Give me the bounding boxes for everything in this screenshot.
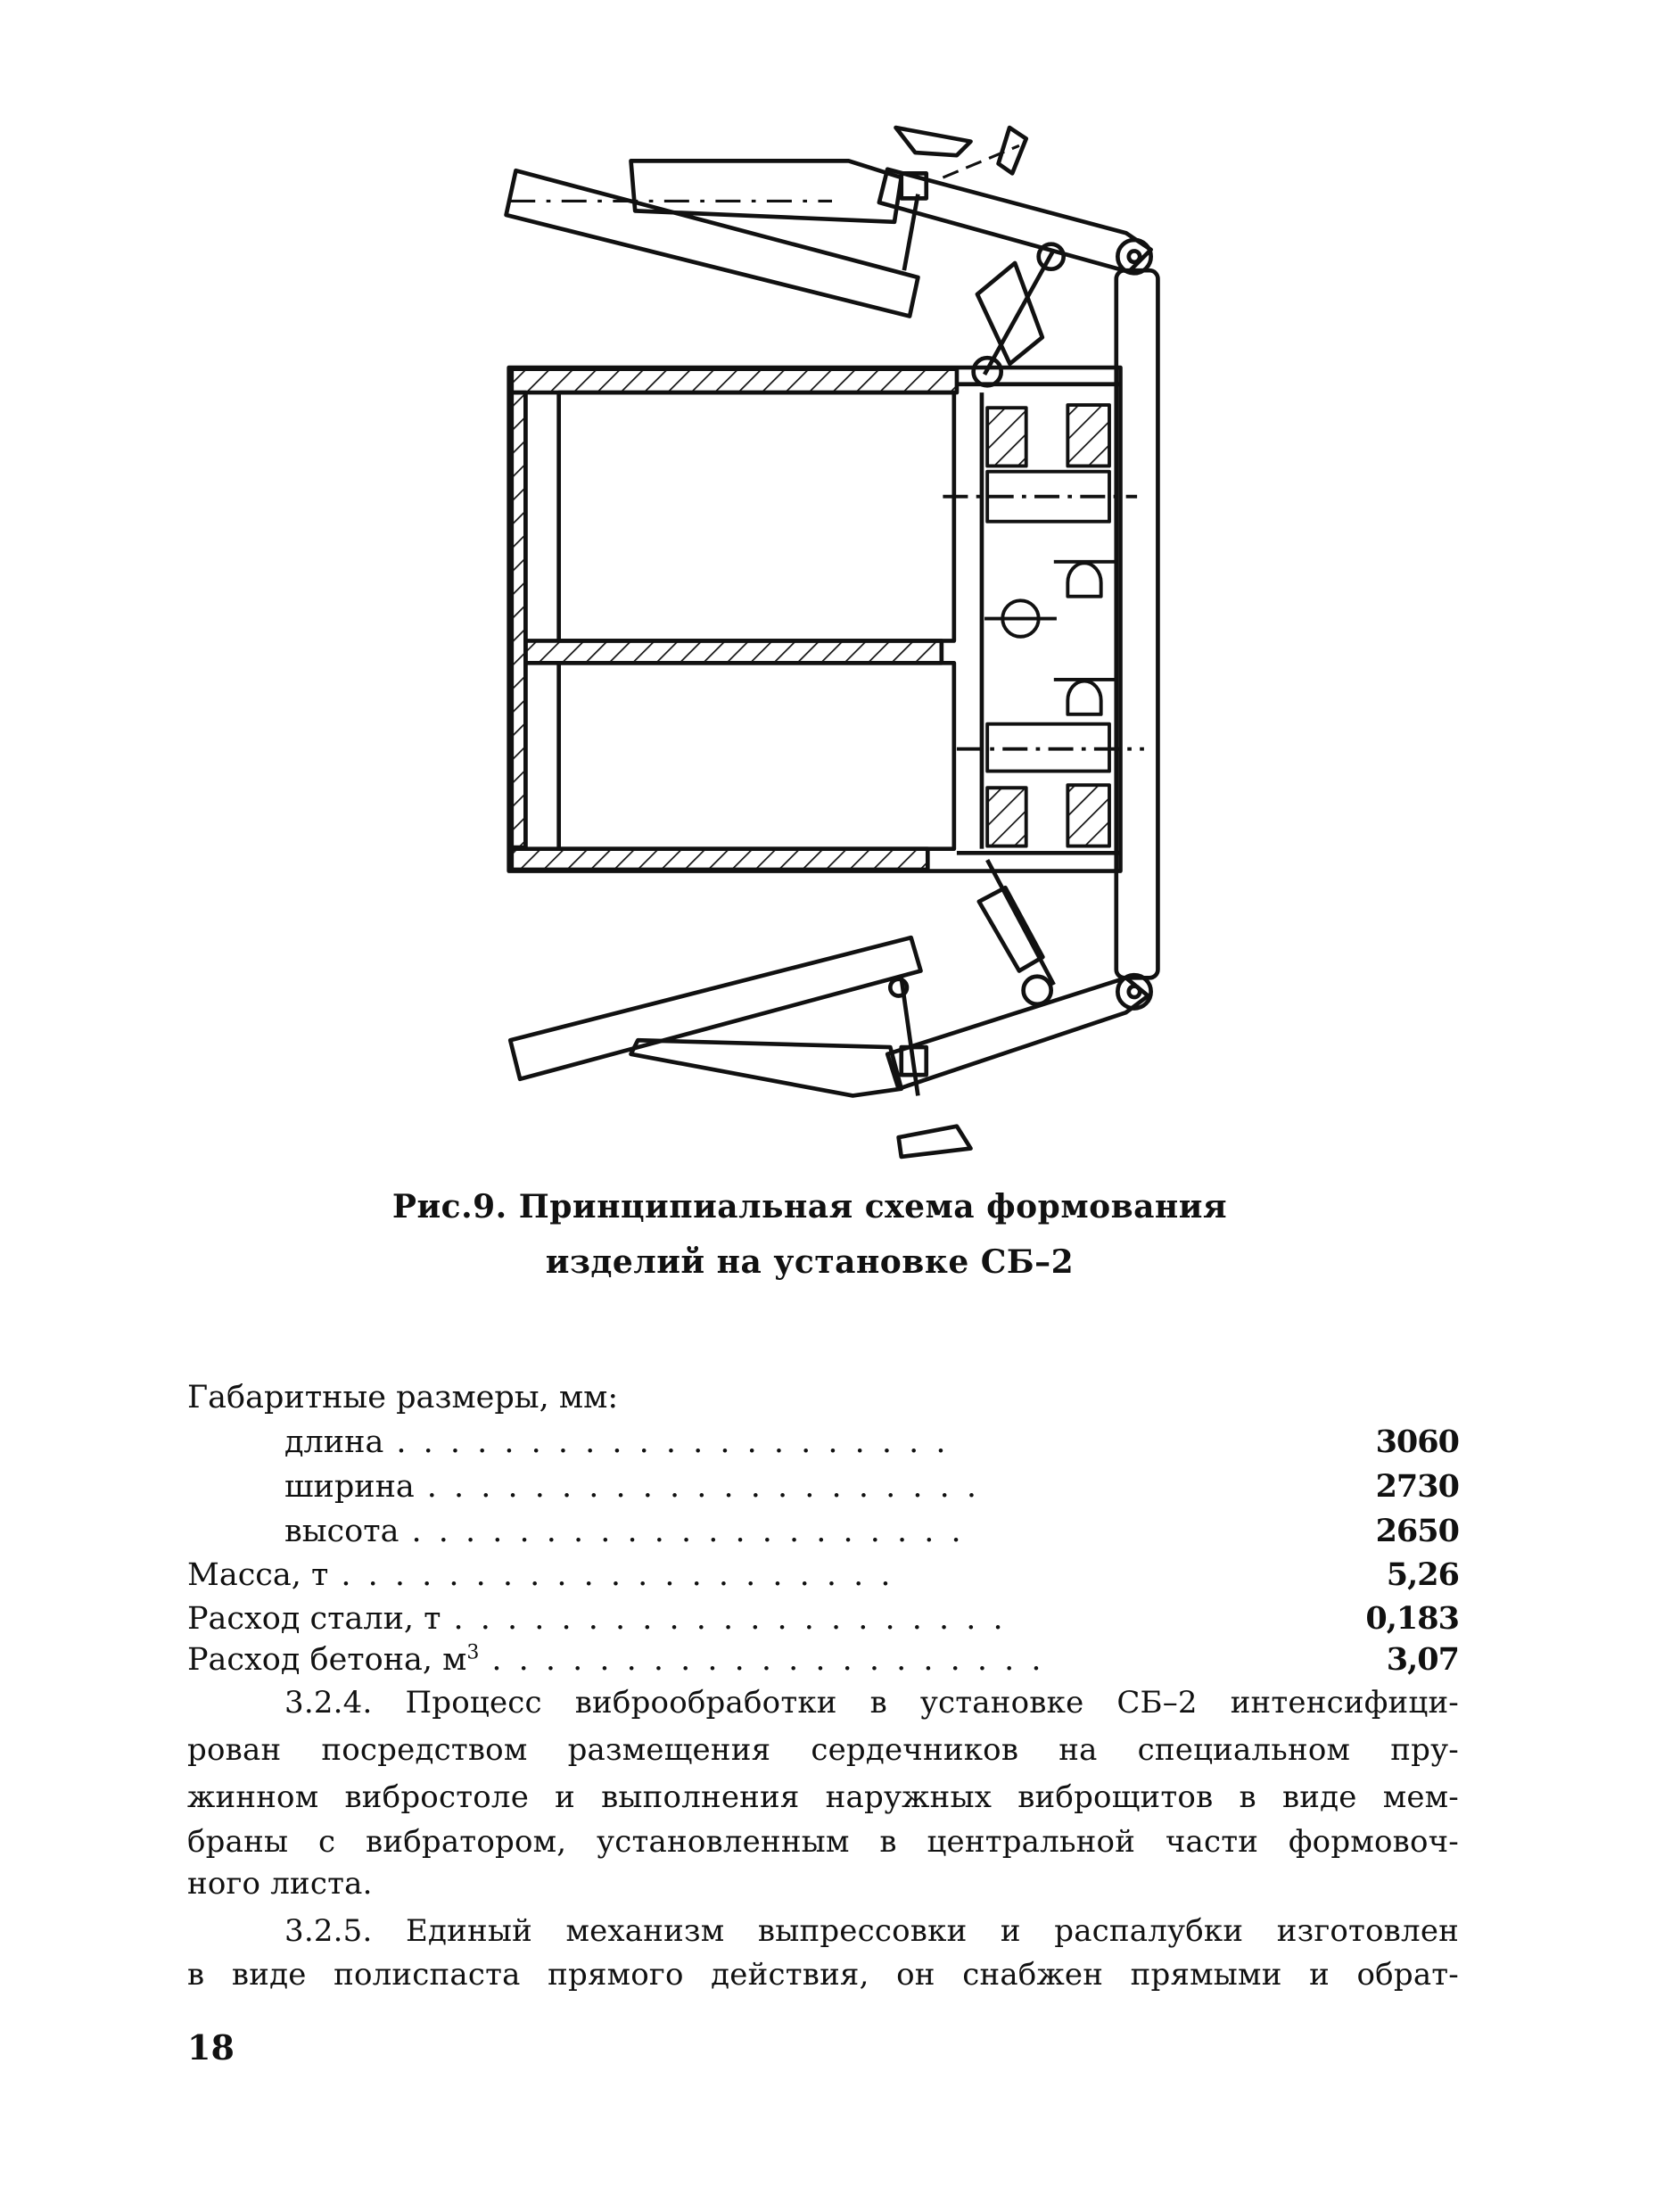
spec-label-text: Расход бетона, м	[187, 1642, 467, 1678]
dot-leader: . . . . . . . . . . . . . . . . . . . . .	[411, 1514, 965, 1549]
paragraph-3-2-4-line: 3.2.4. Процесс виброобработки в установке СБ–2 интенсифици-	[284, 1685, 1459, 1721]
spec-row-mass	[187, 1556, 1459, 1594]
dot-leader: . . . . . . . . . . . . . . . . . . . . .	[426, 1469, 980, 1505]
specs-heading	[187, 1379, 1459, 1416]
spec-row-length	[284, 1424, 1459, 1461]
spec-row-concrete	[187, 1641, 1459, 1679]
paragraph-3-2-4-line: ного листа.	[187, 1866, 373, 1902]
spec-label: Расход стали, т	[187, 1601, 441, 1637]
spec-label: ширина	[284, 1469, 415, 1505]
paragraph-3-2-4-line: рован посредством размещения сердечников на специальном пру-	[187, 1732, 1459, 1768]
vibro-table	[943, 405, 1143, 846]
bottom-side-arm	[510, 860, 1148, 1157]
spec-value: 2730	[1375, 1468, 1459, 1505]
vertical-column	[1116, 240, 1158, 1008]
spec-label: Масса, т	[187, 1557, 329, 1593]
spec-value: 0,183	[1365, 1600, 1459, 1637]
spec-label	[187, 1641, 479, 1679]
superscript: 3	[466, 1641, 480, 1664]
dot-leader: . . . . . . . . . . . . . . . . . . . . .	[341, 1557, 894, 1593]
spec-row-width	[284, 1468, 1459, 1506]
figure-caption-line-1: Рис.9. Принципиальная схема формования	[391, 1188, 1228, 1226]
spec-value: 3060	[1375, 1424, 1459, 1460]
spec-value: 3,07	[1386, 1641, 1459, 1678]
page-number: 18	[187, 2027, 235, 2068]
spec-value: 5,26	[1386, 1556, 1459, 1593]
spec-row-steel	[187, 1600, 1459, 1638]
figure-caption-line-2: изделий на установке СБ–2	[545, 1243, 1075, 1281]
top-side-arm	[507, 128, 1151, 385]
paragraph-3-2-4-line: жинном вибростоле и выполнения наружных виброщитов в виде мем-	[187, 1779, 1459, 1815]
dot-leader: . . . . . . . . . . . . . . . . . . . . .	[396, 1424, 950, 1460]
paragraph-3-2-5-line: 3.2.5. Единый механизм выпрессовки и распалубки изготовлен	[284, 1913, 1459, 1949]
spec-row-height	[284, 1513, 1459, 1550]
paragraph-3-2-4-line: браны с вибратором, установленным в центральной части формовоч-	[187, 1824, 1459, 1860]
dot-leader: . . . . . . . . . . . . . . . . . . . . .	[491, 1642, 1045, 1678]
specs-heading-text: Габаритные размеры, мм:	[187, 1380, 619, 1416]
spec-value: 2650	[1375, 1513, 1459, 1549]
paragraph-3-2-5-line: в виде полиспаста прямого действия, он снабжен прямыми и обрат-	[187, 1957, 1459, 1993]
spec-label: высота	[284, 1514, 400, 1549]
spec-label: длина	[284, 1424, 384, 1460]
dot-leader: . . . . . . . . . . . . . . . . . . . . .	[453, 1601, 1007, 1637]
